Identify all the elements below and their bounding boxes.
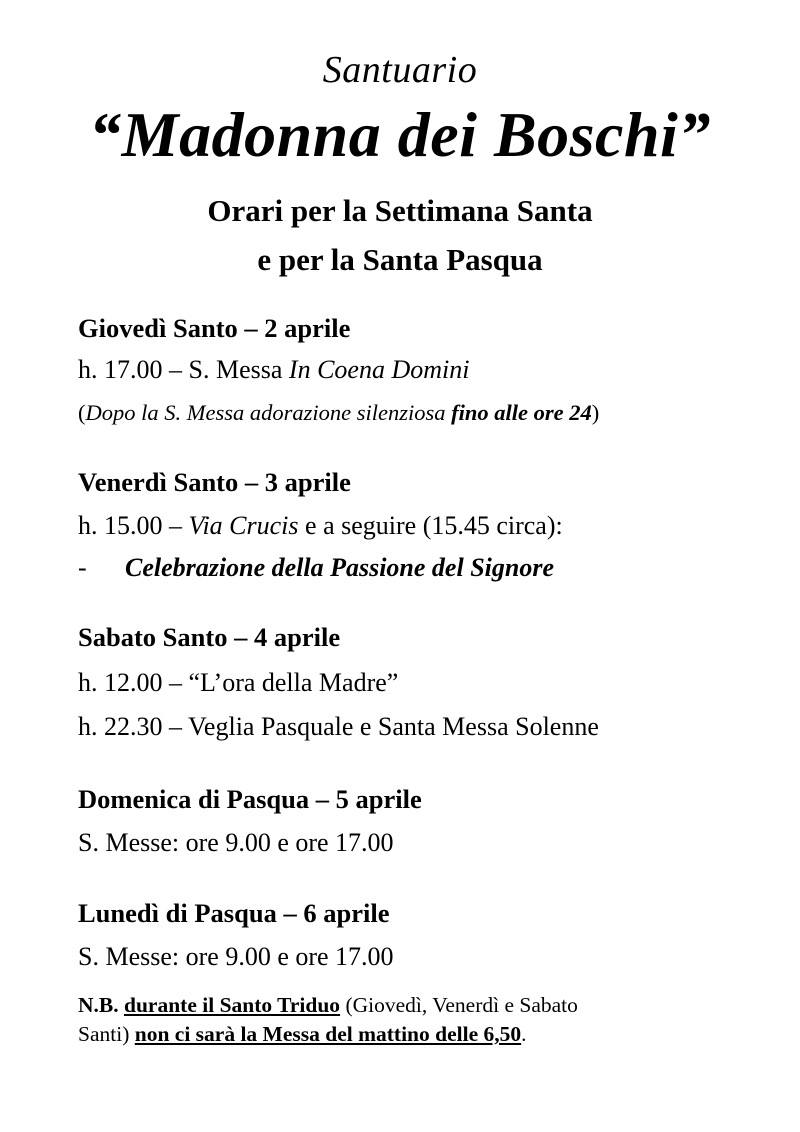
giovedi-note-text: Dopo la S. Messa adorazione silenziosa (85, 400, 452, 425)
venerdi-time: h. 15.00 – (78, 511, 189, 540)
venerdi-dash: - (78, 553, 87, 582)
domenica-title: Domenica di Pasqua – 5 aprile (78, 784, 422, 814)
lunedi-line1: S. Messe: ore 9.00 e ore 17.00 (78, 942, 394, 971)
giovedi-title: Giovedì Santo – 2 aprile (78, 313, 351, 343)
sabato-title: Sabato Santo – 4 aprile (78, 622, 341, 652)
giovedi-note (78, 397, 599, 429)
sabato-line2: h. 22.30 – Veglia Pasquale e Santa Messa Solenne (78, 712, 599, 741)
venerdi-title: Venerdì Santo – 3 aprile (78, 467, 351, 497)
giovedi-line1 (78, 354, 469, 386)
nb-label: N.B. (78, 993, 119, 1017)
sabato-line1: h. 12.00 – “L’ora della Madre” (78, 668, 399, 697)
nb-days: (Giovedì, Venerdì e Sabato (340, 993, 578, 1017)
nb-no-mass: non ci sarà la Messa del mattino delle 6,50 (134, 1022, 522, 1046)
header-subtitle-line2: e per la Santa Pasqua (257, 242, 543, 277)
domenica-line1: S. Messe: ore 9.00 e ore 17.00 (78, 828, 394, 857)
nb-santi: Santi) (78, 1022, 135, 1046)
header-santuario: Santuario (322, 49, 478, 91)
giovedi-mass-name: In Coena Domini (288, 355, 470, 384)
lunedi-title: Lunedì di Pasqua – 6 aprile (78, 898, 390, 928)
nb-line1 (78, 991, 578, 1019)
venerdi-line1-suffix: e a seguire (15.45 circa): (298, 511, 563, 540)
header-subtitle-line1: Orari per la Settimana Santa (207, 193, 593, 228)
nb-period: . (521, 1022, 527, 1046)
nb-triduo: durante il Santo Triduo (124, 993, 341, 1017)
venerdi-via-crucis: Via Crucis (188, 511, 299, 540)
nb-line2 (78, 1020, 527, 1048)
venerdi-line1 (78, 510, 563, 542)
giovedi-note-bold: fino alle ore 24 (451, 400, 592, 425)
note-close-paren: ) (591, 400, 600, 425)
header-sanctuary-name: “Madonna dei Boschi” (89, 99, 711, 170)
venerdi-celebration: Celebrazione della Passione del Signore (125, 553, 554, 582)
giovedi-time: h. 17.00 – S. Messa (78, 355, 289, 384)
note-open-paren: ( (78, 400, 86, 425)
